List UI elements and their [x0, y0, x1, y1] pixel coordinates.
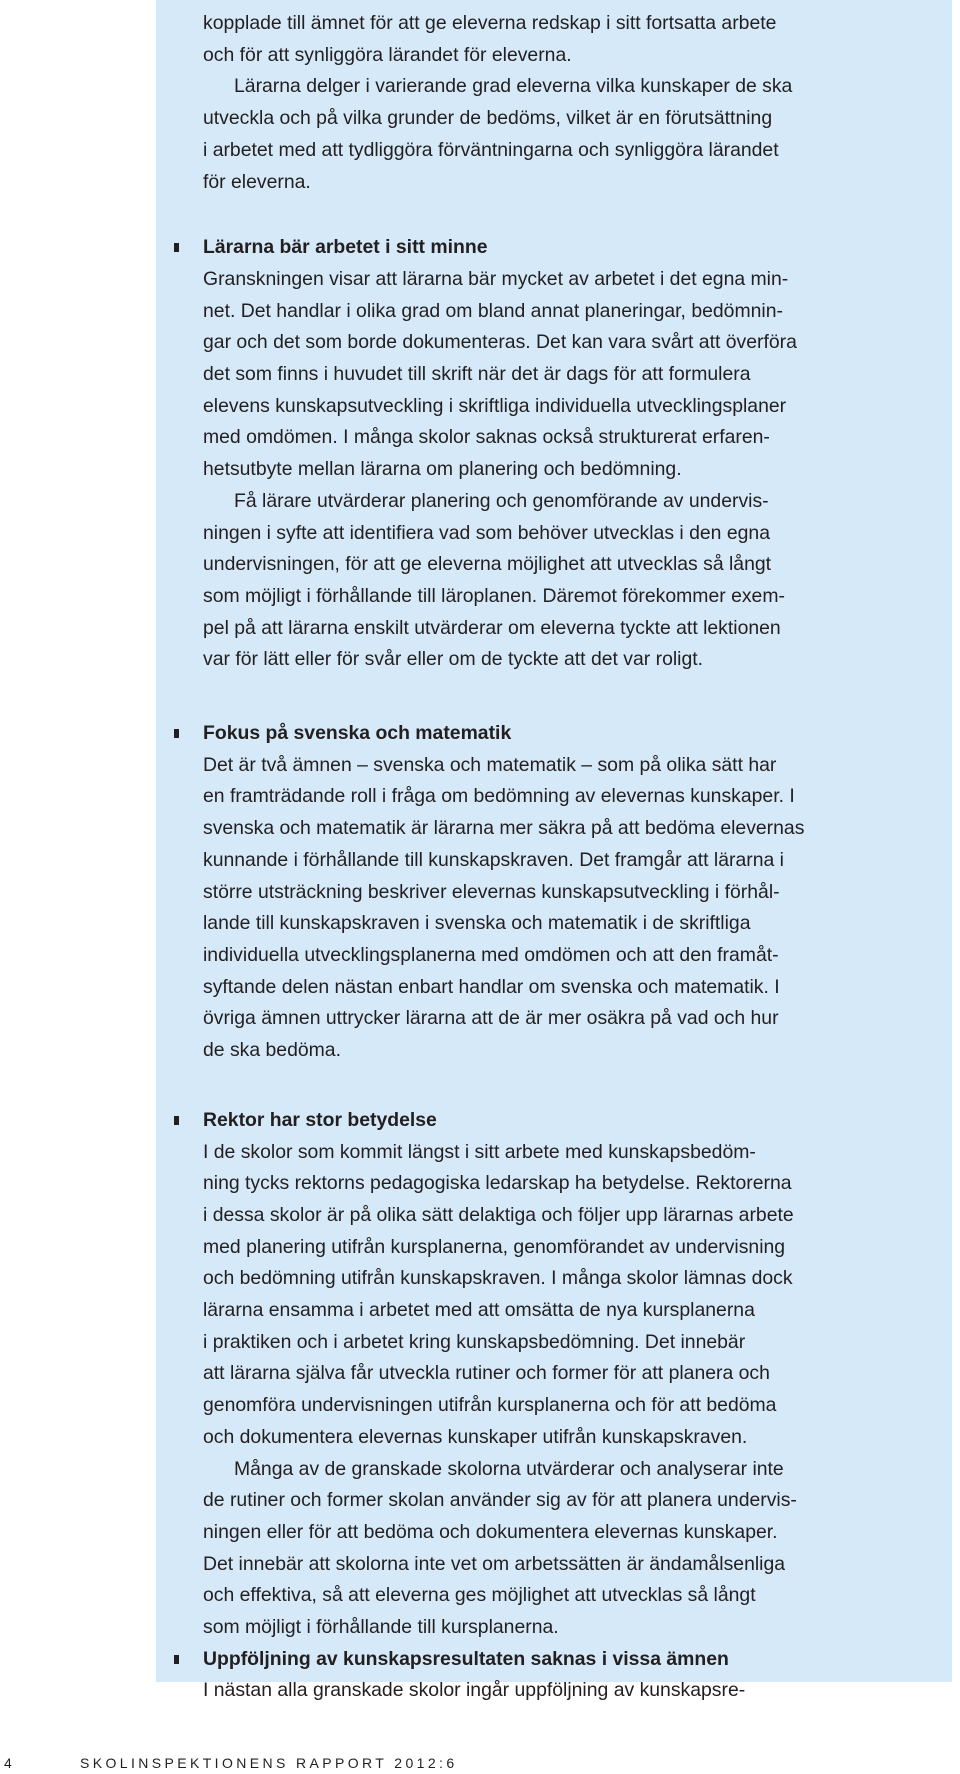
bullet-icon [174, 1116, 179, 1125]
section-heading: Lärarna bär arbetet i sitt minne [203, 236, 488, 259]
report-title: SKOLINSPEKTIONENS RAPPORT 2012:6 [80, 1755, 458, 1771]
text-line: med planering utifrån kursplanerna, genomförandet av undervisning [203, 1235, 786, 1258]
text-line: för eleverna. [203, 170, 311, 193]
text-line: net. Det handlar i olika grad om bland annat planeringar, bedömnin- [203, 299, 783, 322]
section-heading: Rektor har stor betydelse [203, 1108, 437, 1131]
text-line: större utsträckning beskriver elevernas kunskapsutveckling i förhål- [203, 880, 780, 903]
bullet-icon [174, 729, 179, 738]
text-line: undervisningen, för att ge eleverna möjlighet att utvecklas så långt [203, 553, 772, 576]
text-line: I nästan alla granskade skolor ingår uppföljning av kunskapsre- [203, 1679, 746, 1702]
section-heading: Uppföljning av kunskapsresultaten saknas i vissa ämnen [203, 1647, 729, 1670]
text-line: att lärarna själva får utveckla rutiner och former för att planera och [203, 1362, 770, 1385]
text-line: lärarna ensamma i arbetet med att omsätta de nya kursplanerna [203, 1299, 755, 1322]
text-line: de rutiner och former skolan använder sig av för att planera undervis- [203, 1489, 797, 1512]
text-line: det som finns i huvudet till skrift när det är dags för att formulera [203, 363, 751, 386]
text-line: och för att synliggöra lärandet för eleverna. [203, 43, 572, 66]
text-line: en framträdande roll i fråga om bedömning av elevernas kunskaper. I [203, 785, 795, 808]
section-heading: Fokus på svenska och matematik [203, 722, 512, 745]
text-line: Det innebär att skolorna inte vet om arbetssätten är ändamålsenliga [203, 1552, 786, 1575]
section-rektor [203, 1105, 923, 1644]
intro-paragraphs [203, 8, 923, 198]
bullet-icon [174, 1655, 179, 1664]
text-line: i dessa skolor är på olika sätt delaktiga och följer upp lärarnas arbete [203, 1203, 794, 1226]
text-line: elevens kunskapsutveckling i skriftliga individuella utvecklingsplaner [203, 394, 787, 417]
section-uppfoljning [203, 1644, 923, 1707]
text-line: i praktiken och i arbetet kring kunskapsbedömning. Det innebär [203, 1330, 746, 1353]
text-line: var för lätt eller för svår eller om de tyckte att det var roligt. [203, 648, 704, 671]
text-line: Många av de granskade skolorna utvärderar och analyserar inte [234, 1457, 784, 1480]
text-line: med omdömen. I många skolor saknas också strukturerat erfaren- [203, 426, 770, 449]
text-line: i arbetet med att tydliggöra förväntningarna och synliggöra lärandet [203, 138, 779, 161]
text-line: Det är två ämnen – svenska och matematik – som på olika sätt har [203, 753, 777, 776]
text-line: syftande delen nästan enbart handlar om svenska och matematik. I [203, 975, 780, 998]
section-svenska-matematik [203, 718, 923, 1067]
section-larare-minne [203, 232, 923, 676]
page-number: 4 [4, 1755, 12, 1771]
text-line: lande till kunskapskraven i svenska och matematik i de skriftliga [203, 912, 751, 935]
text-line: som möjligt i förhållande till läroplanen. Däremot förekommer exem- [203, 584, 785, 607]
bullet-icon [174, 243, 179, 252]
article-body [203, 8, 923, 1707]
text-line: svenska och matematik är lärarna mer säkra på att bedöma elevernas [203, 817, 805, 840]
text-line: genomföra undervisningen utifrån kursplanerna och för att bedöma [203, 1394, 777, 1417]
text-line: Granskningen visar att lärarna bär mycket av arbetet i det egna min- [203, 267, 789, 290]
text-line: kopplade till ämnet för att ge eleverna redskap i sitt fortsatta arbete [203, 12, 777, 34]
text-line: pel på att lärarna enskilt utvärderar om eleverna tyckte att lektionen [203, 616, 781, 639]
text-line: hetsutbyte mellan lärarna om planering och bedömning. [203, 458, 682, 481]
text-line: och bedömning utifrån kunskapskraven. I många skolor lämnas dock [203, 1267, 793, 1290]
text-line: övriga ämnen uttrycker lärarna att de är mer osäkra på vad och hur [203, 1007, 779, 1030]
text-line: och effektiva, så att eleverna ges möjlighet att utvecklas så långt [203, 1584, 756, 1607]
text-line: utveckla och på vilka grunder de bedöms, vilket är en förutsättning [203, 107, 773, 130]
text-line: ning tycks rektorns pedagogiska ledarskap ha betydelse. Rektorerna [203, 1172, 792, 1195]
text-line: individuella utvecklingsplanerna med omdömen och att den framåt- [203, 943, 779, 966]
text-line: och dokumentera elevernas kunskaper utifrån kunskapskraven. [203, 1425, 748, 1448]
text-line: Få lärare utvärderar planering och genomförande av undervis- [234, 489, 769, 512]
text-line: kunnande i förhållande till kunskapskraven. Det framgår att lärarna i [203, 848, 784, 871]
text-line: de ska bedöma. [203, 1039, 341, 1062]
text-line: gar och det som borde dokumenteras. Det kan vara svårt att överföra [203, 331, 797, 354]
text-line: som möjligt i förhållande till kursplanerna. [203, 1616, 559, 1639]
text-line: Lärarna delger i varierande grad eleverna vilka kunskaper de ska [234, 75, 793, 98]
text-line: ningen eller för att bedöma och dokumentera elevernas kunskaper. [203, 1520, 778, 1543]
text-line: I de skolor som kommit längst i sitt arbete med kunskapsbedöm- [203, 1140, 756, 1163]
text-line: ningen i syfte att identifiera vad som behöver utvecklas i den egna [203, 521, 770, 544]
